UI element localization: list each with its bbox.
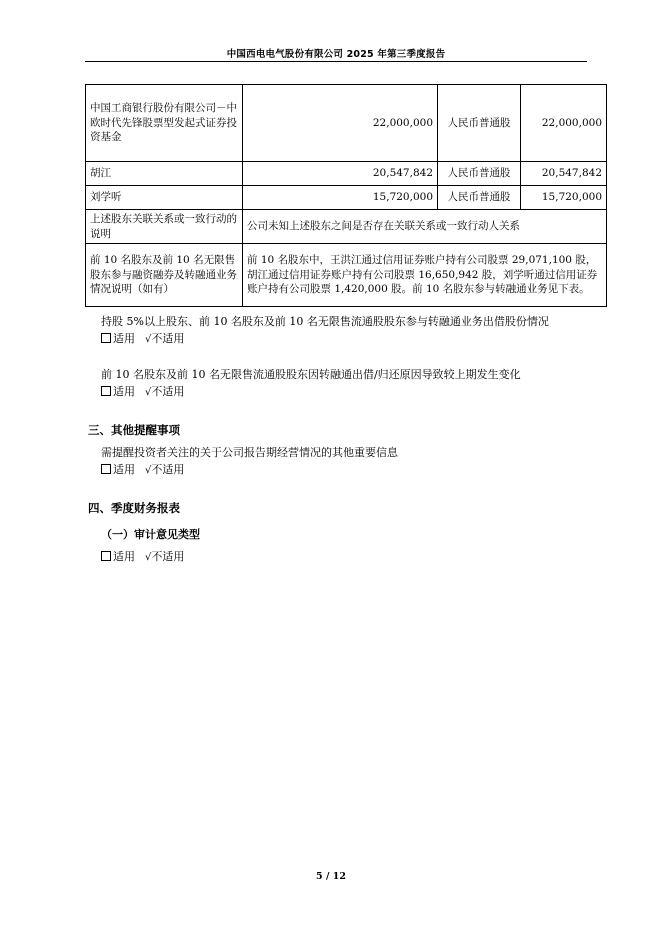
check-icon: √ xyxy=(145,552,152,563)
choice-not-applicable: 不适用 xyxy=(151,463,185,476)
checkbox-icon xyxy=(101,464,111,474)
holder-shares: 20,547,842 xyxy=(243,162,438,186)
share-type: 人民币普通股 xyxy=(438,85,521,162)
holder-shares: 15,720,000 xyxy=(243,186,438,210)
holder-name: 胡江 xyxy=(86,162,243,186)
choice-row xyxy=(101,330,184,346)
table-row xyxy=(86,85,607,162)
margin-text: 前 10 名股东中，王洪江通过信用证券账户持有公司股票 29,071,100 股，胡江通过信用证券账户持有公司股票 16,650,942 股，刘学听通过信用证券账户持有公司股票 1,420,000 股。前 10 名股东参与转融通业务见下表。 xyxy=(243,244,607,307)
check-icon: √ xyxy=(145,465,152,476)
table-row xyxy=(86,186,607,210)
choice-row xyxy=(101,383,184,399)
subsection-audit-opinion: （一）审计意见类型 xyxy=(101,528,200,541)
para-lending-change: 前 10 名股东及前 10 名无限售流通股股东因转融通出借/归还原因导致较上期发生变化 xyxy=(101,368,521,381)
choice-row xyxy=(101,548,184,564)
table-row xyxy=(86,210,607,244)
relation-text: 公司未知上述股东之间是否存在关联关系或一致行动人关系 xyxy=(243,210,607,244)
check-icon: √ xyxy=(145,387,152,398)
checkbox-icon xyxy=(101,333,111,343)
choice-applicable: 适用 xyxy=(113,332,135,345)
header-rule xyxy=(85,61,587,62)
shareholders-table xyxy=(85,84,607,307)
choice-not-applicable: 不适用 xyxy=(151,550,185,563)
para-lending-status: 持股 5%以上股东、前 10 名股东及前 10 名无限售流通股股东参与转融通业务出借股份情况 xyxy=(101,315,549,328)
share-qty: 15,720,000 xyxy=(521,186,607,210)
choice-applicable: 适用 xyxy=(113,463,135,476)
share-qty: 22,000,000 xyxy=(521,85,607,162)
section-other-reminders: 三、其他提醒事项 xyxy=(88,423,180,437)
table-row xyxy=(86,244,607,307)
share-type: 人民币普通股 xyxy=(438,186,521,210)
checkbox-icon xyxy=(101,386,111,396)
share-type: 人民币普通股 xyxy=(438,162,521,186)
section-financial-statements: 四、季度财务报表 xyxy=(88,501,180,515)
choice-applicable: 适用 xyxy=(113,550,135,563)
choice-applicable: 适用 xyxy=(113,385,135,398)
holder-name: 刘学听 xyxy=(86,186,243,210)
page-number: 5 / 12 xyxy=(316,871,346,882)
para-other-info: 需提醒投资者关注的关于公司报告期经营情况的其他重要信息 xyxy=(101,446,398,459)
report-header: 中国西电电气股份有限公司 2025 年第三季度报告 xyxy=(226,49,446,60)
checkbox-icon xyxy=(101,551,111,561)
margin-label: 前 10 名股东及前 10 名无限售股东参与融资融券及转融通业务情况说明（如有） xyxy=(86,244,243,307)
choice-row xyxy=(101,461,184,477)
share-qty: 20,547,842 xyxy=(521,162,607,186)
relation-label: 上述股东关联关系或一致行动的说明 xyxy=(86,210,243,244)
table-row xyxy=(86,162,607,186)
holder-name: 中国工商银行股份有限公司－中欧时代先锋股票型发起式证券投资基金 xyxy=(86,85,243,162)
holder-shares: 22,000,000 xyxy=(243,85,438,162)
choice-not-applicable: 不适用 xyxy=(151,332,185,345)
choice-not-applicable: 不适用 xyxy=(151,385,185,398)
check-icon: √ xyxy=(145,334,152,345)
